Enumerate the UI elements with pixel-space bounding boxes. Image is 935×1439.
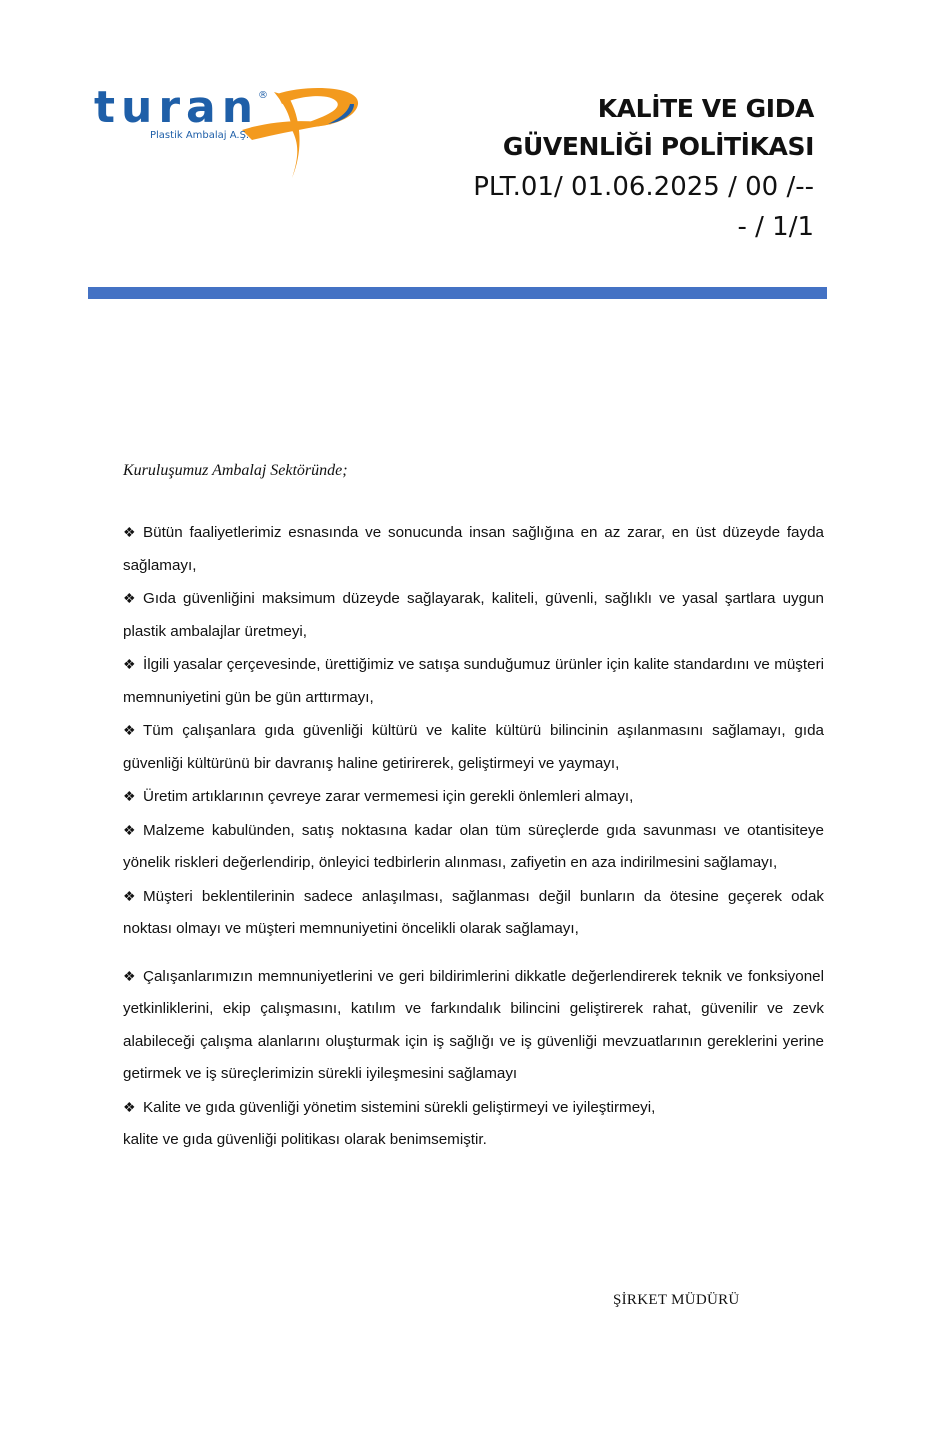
document-header [473,90,814,246]
turan-logo-graphic [92,82,362,182]
intro-text: Kuruluşumuz Ambalaj Sektöründe; [123,462,348,479]
policy-item: ❖ Gıda güvenliğini maksimum düzeyde sağlayarak, kaliteli, güvenli, sağlıklı ve yasal şartlara uygun plastik ambalajlar üretmeyi, [123,582,824,648]
policy-item: ❖ Bütün faaliyetlerimiz esnasında ve sonucunda insan sağlığına en az zarar, en üst düzeyde fayda sağlamayı, [123,516,824,582]
diamond-bullet-icon: ❖ [123,1098,136,1115]
policy-item: ❖ Tüm çalışanlara gıda güvenliği kültürü ve kalite kültürü bilincinin aşılanmasını sağlamayı, gıda güvenliği kültürünü bir davranış haline getirirerek, geliştirmeyi ve yaymayı, [123,714,824,780]
document-code-line-1: PLT.01/ 01.06.2025 / 00 /-- [473,172,814,202]
closing-statement: kalite ve gıda güvenliği politikası olarak benimsemiştir. [123,1131,487,1148]
header-divider [88,287,827,299]
policy-item: ❖ İlgili yasalar çerçevesinde, ürettiğimiz ve satışa sunduğumuz ürünler için kalite standardını ve müşteri memnuniyetini gün be gün arttırmayı, [123,648,824,714]
diamond-bullet-icon: ❖ [123,821,136,838]
title-line-1: KALİTE VE GIDA [597,94,814,123]
policy-item: ❖ Müşteri beklentilerinin sadece anlaşılması, sağlanması değil bunların da ötesine geçerek odak noktası olmayı ve müşteri memnuniyetini öncelikli olarak sağlamayı, [123,880,824,946]
diamond-bullet-icon: ❖ [123,590,136,606]
diamond-bullet-icon: ❖ [123,656,136,672]
diamond-bullet-icon: ❖ [123,524,136,540]
logo-registered-mark: ® [258,90,268,101]
company-logo [92,82,362,182]
diamond-bullet-icon: ❖ [123,722,136,738]
policy-item: ❖ Çalışanlarımızın memnuniyetlerini ve geri bildirimlerini dikkatle değerlendirerek teknik ve fonksiyonel yetkinliklerini, ekip çalışmasını, katılım ve farkındalık bilincini geliştirerek rahat, güvenilir ve zevk alabileceği çalışma alanlarını oluşturmak için iş sağlığı ve iş güvenliği mevzuatlarının gereklerini yerine getirmek ve iş süreçlerimizin sürekli iyileşmesini sağlamayı [123,960,824,1091]
diamond-bullet-icon: ❖ [123,887,136,904]
logo-brand-text: turan [94,82,260,133]
policy-item: ❖ Üretim artıklarının çevreye zarar vermemesi için gerekli önlemleri almayı, [123,780,824,814]
policy-body [123,462,824,1157]
signature-title: ŞİRKET MÜDÜRÜ [613,1292,740,1308]
title-line-2: GÜVENLİĞİ POLİTİKASI [502,132,814,161]
logo-tagline: Plastik Ambalaj A.Ş. [150,130,250,141]
document-code-line-2: - / 1/1 [737,212,814,242]
diamond-bullet-icon: ❖ [123,967,136,984]
policy-item: ❖ Kalite ve gıda güvenliği yönetim sistemini sürekli geliştirmeyi ve iyileştirmeyi, [123,1091,824,1125]
policy-item: ❖ Malzeme kabulünden, satış noktasına kadar olan tüm süreçlerde gıda savunması ve otantisiteye yönelik riskleri değerlendirip, önleyici tedbirlerin alınması, zafiyetin en aza indirilmesini sağlamayı, [123,814,824,880]
diamond-bullet-icon: ❖ [123,788,136,804]
